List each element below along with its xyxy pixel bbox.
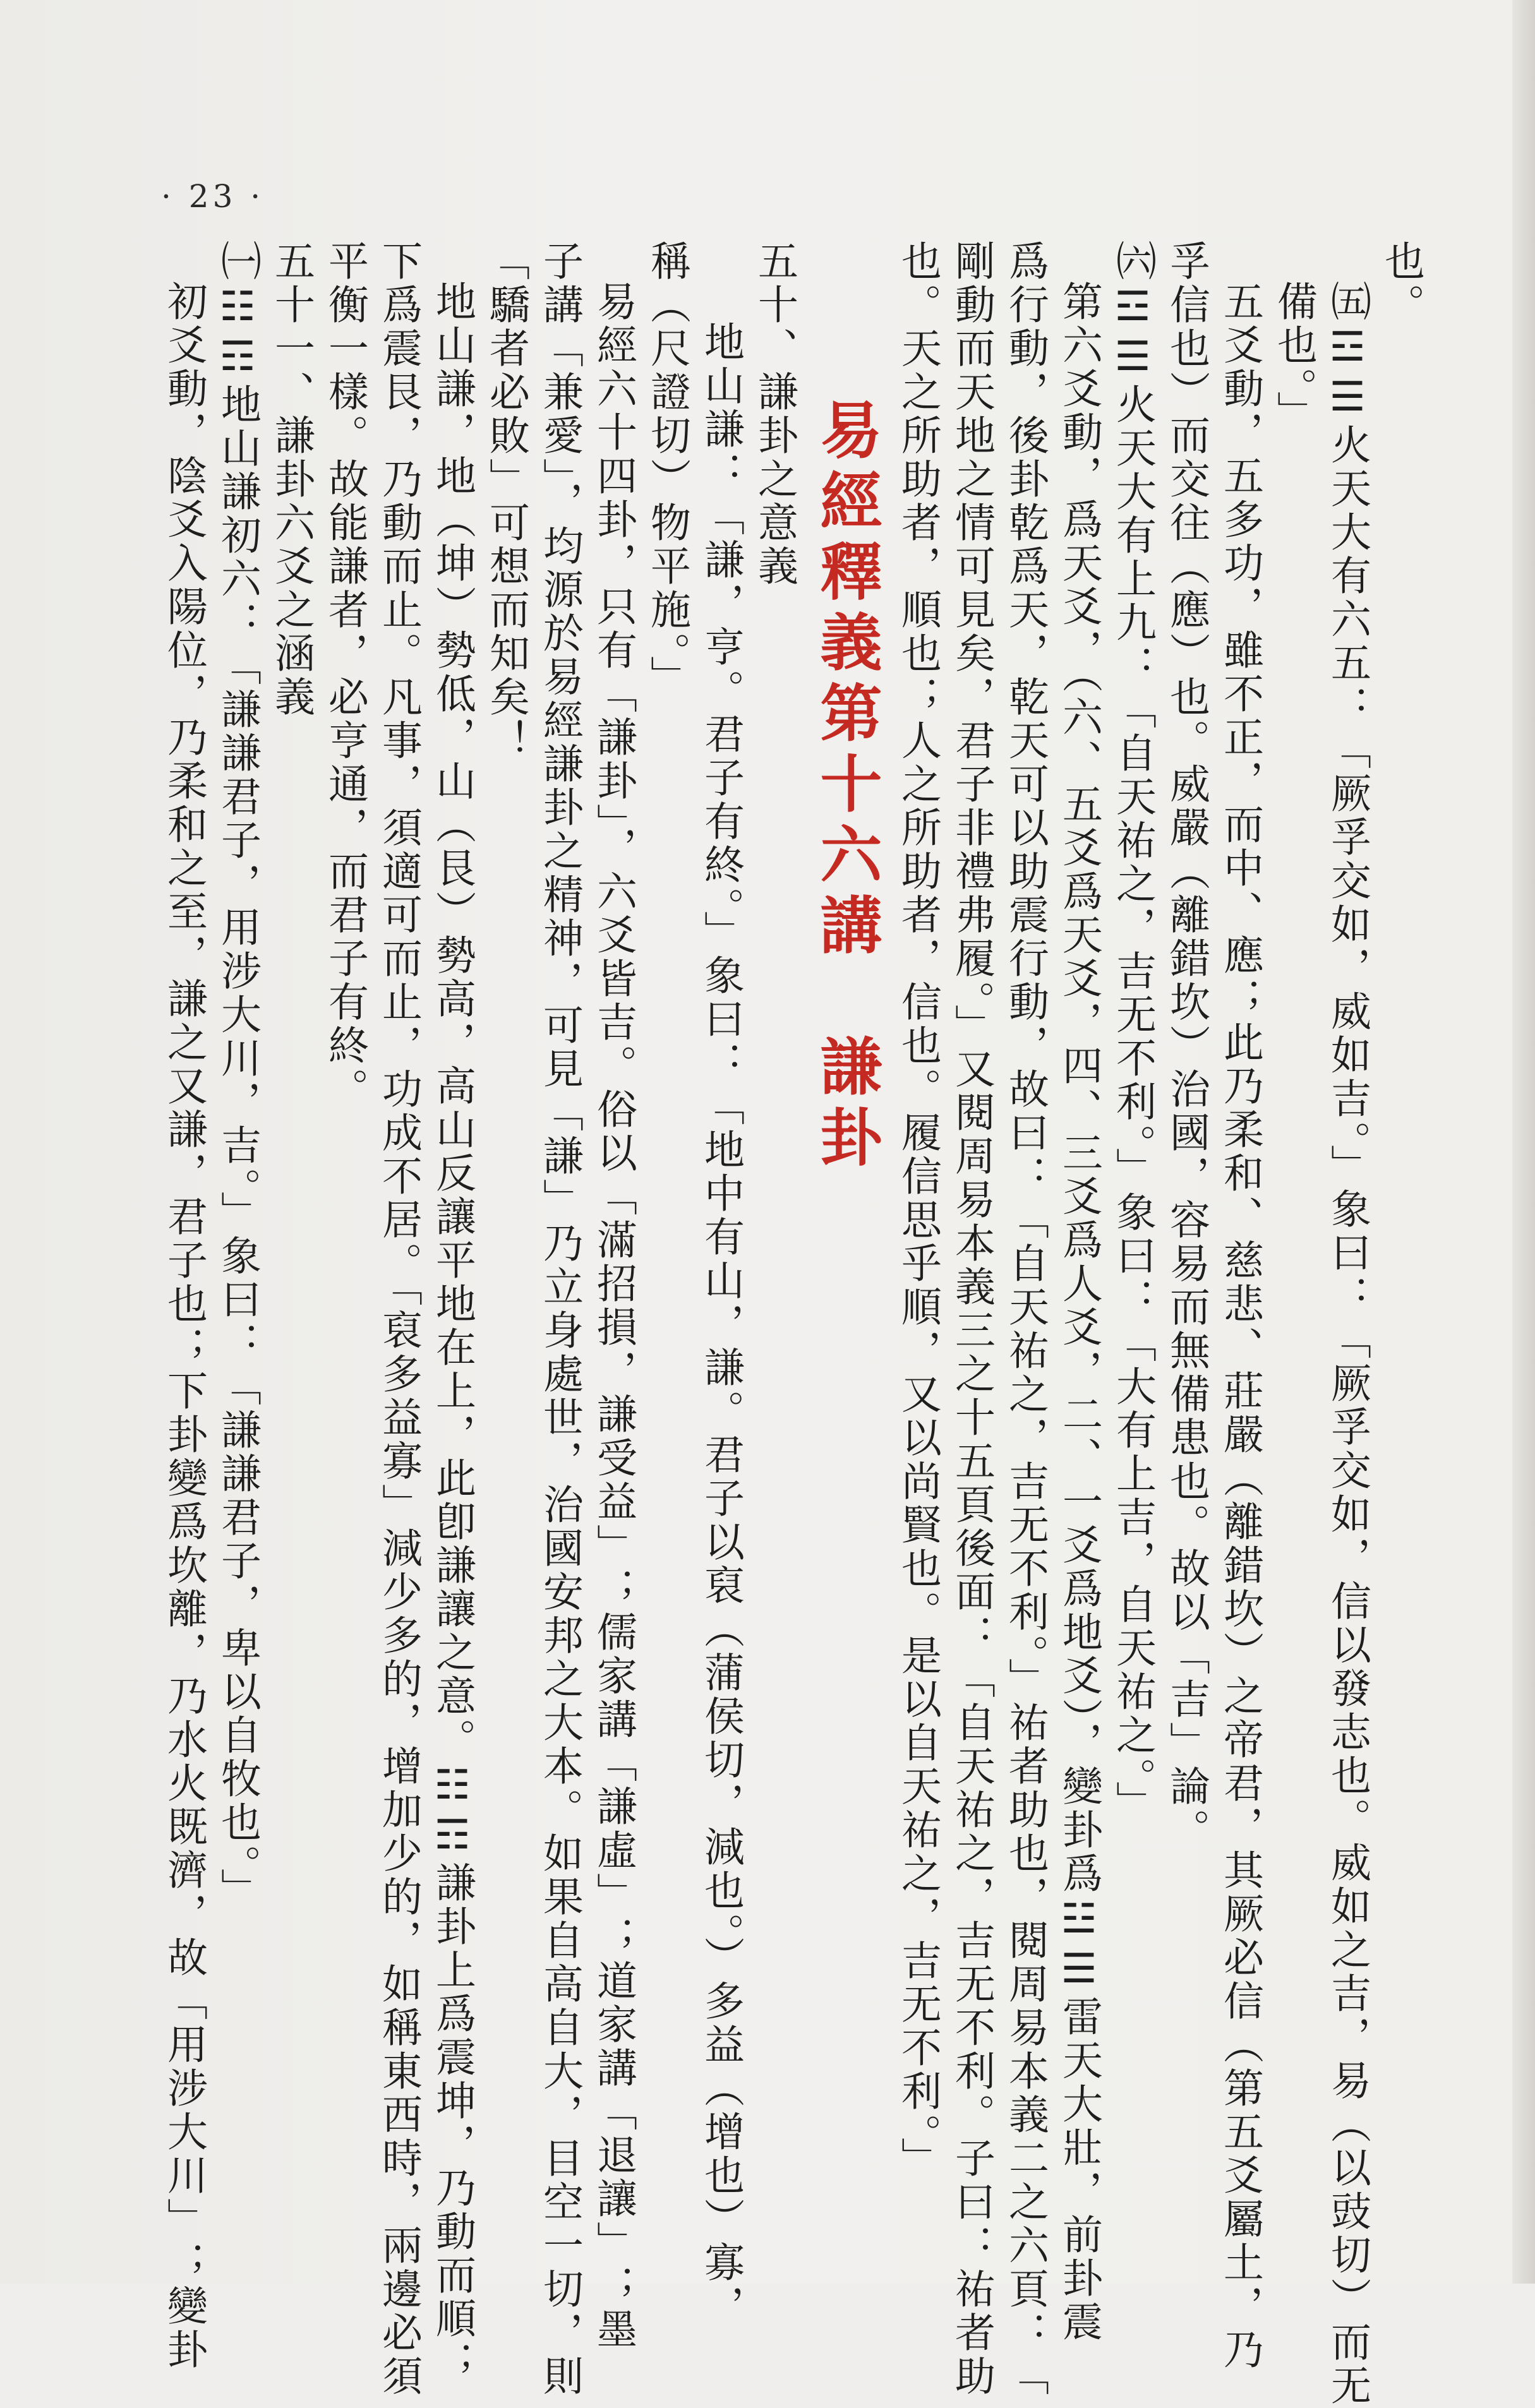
text-column: 五十一、謙卦六爻之涵義 bbox=[268, 240, 315, 719]
text-column: 地山謙，地（坤）勢低，山（艮）勢高，高山反讓平地在上，此卽謙讓之意。☷☶謙卦上爲震坤，乃動而順； bbox=[429, 280, 476, 2385]
text-column: ㈤☲☰火天大有六五：「厥孚交如，威如吉。」象曰：「厥孚交如，信以發志也。威如之吉，易（以豉切）而无 bbox=[1324, 280, 1371, 2408]
text-column: 稱（尺證切）物平施。」 bbox=[644, 240, 690, 699]
page-number: · 23 · bbox=[161, 178, 265, 215]
text-column: ㈠☷☶地山謙初六：「謙謙君子，用涉大川，吉。」象曰：「謙謙君子，卑以自牧也。」 bbox=[214, 240, 261, 1912]
text-column: ㈥☲☰火天大有上九：「自天祐之，吉无不利。」象曰：「大有上吉，自天祐之。」 bbox=[1109, 240, 1156, 1824]
text-column: 爲行動，後卦乾爲天，乾天可以助震行動，故曰：「自天祐之，吉无不利。」祐者助也，閱周易本義二之六頁：「 bbox=[1002, 240, 1049, 2399]
text-column: 「驕者必敗」可想而知矣！ bbox=[483, 240, 529, 763]
lecture-heading: 易經釋義第十六講 謙卦 bbox=[810, 398, 882, 1176]
text-column: 易經六十四卦，只有「謙卦」，六爻皆吉。俗以「滿招損，謙受益」；儒家講「謙虛」；道家講「退讓」；墨 bbox=[590, 280, 637, 2352]
text-column: 也。 bbox=[1378, 240, 1424, 327]
page-edge bbox=[1512, 0, 1535, 2284]
text-column: 地山謙：「謙，亨。君子有終。」象曰：「地中有山，謙。君子以裒（蒲侯切，減也。）多益（增也）寡， bbox=[697, 321, 744, 2328]
text-column: 初爻動，陰爻入陽位，乃柔和之至，謙之又謙，君子也；下卦變爲坎離，乃水火既濟，故「用涉大川」；變卦 bbox=[160, 280, 207, 2372]
text-column: 剛動而天地之情可見矣，君子非禮弗履。」又閱周易本義三之十五頁後面：「自天祐之，吉无不利。子曰：祐者助 bbox=[948, 240, 995, 2399]
text-column: 孚信也）而交往（應）也。威嚴（離錯坎）治國，容易而無備患也。故以「吉」論。 bbox=[1163, 240, 1210, 1852]
text-column: 五十、謙卦之意義 bbox=[751, 240, 798, 589]
text-column: 五爻動，五多功，雖不正，而中、應；此乃柔和、慈悲、莊嚴（離錯坎）之帝君，其厥必信（第五爻屬土，乃 bbox=[1217, 280, 1263, 2372]
vertical-text-body bbox=[157, 240, 1428, 2408]
text-column: 平衡一樣。故能謙者，必亨通，而君子有終。 bbox=[322, 240, 368, 1111]
text-column: 下爲震艮，乃動而止。凡事，須適可而止，功成不居。「裒多益寡」減少多的，增加少的，如稱東西時，兩邊必須 bbox=[375, 240, 422, 2399]
text-column: 也。天之所助者，順也；人之所助者，信也。履信思乎順，又以尚賢也。是以自天祐之，吉无不利。」 bbox=[894, 240, 941, 2181]
text-column: 第六爻動，爲天爻，（六、五爻爲天爻，四、三爻爲人爻，二、一爻爲地爻），變卦爲☳☰雷天大壯，前卦震 bbox=[1056, 280, 1102, 2344]
text-column: 子講「兼愛」，均源於易經謙卦之精神，可見「謙」乃立身處世，治國安邦之大本。如果自高自大，目空一切，則 bbox=[536, 240, 583, 2399]
text-column: 備也。」 bbox=[1270, 280, 1317, 434]
